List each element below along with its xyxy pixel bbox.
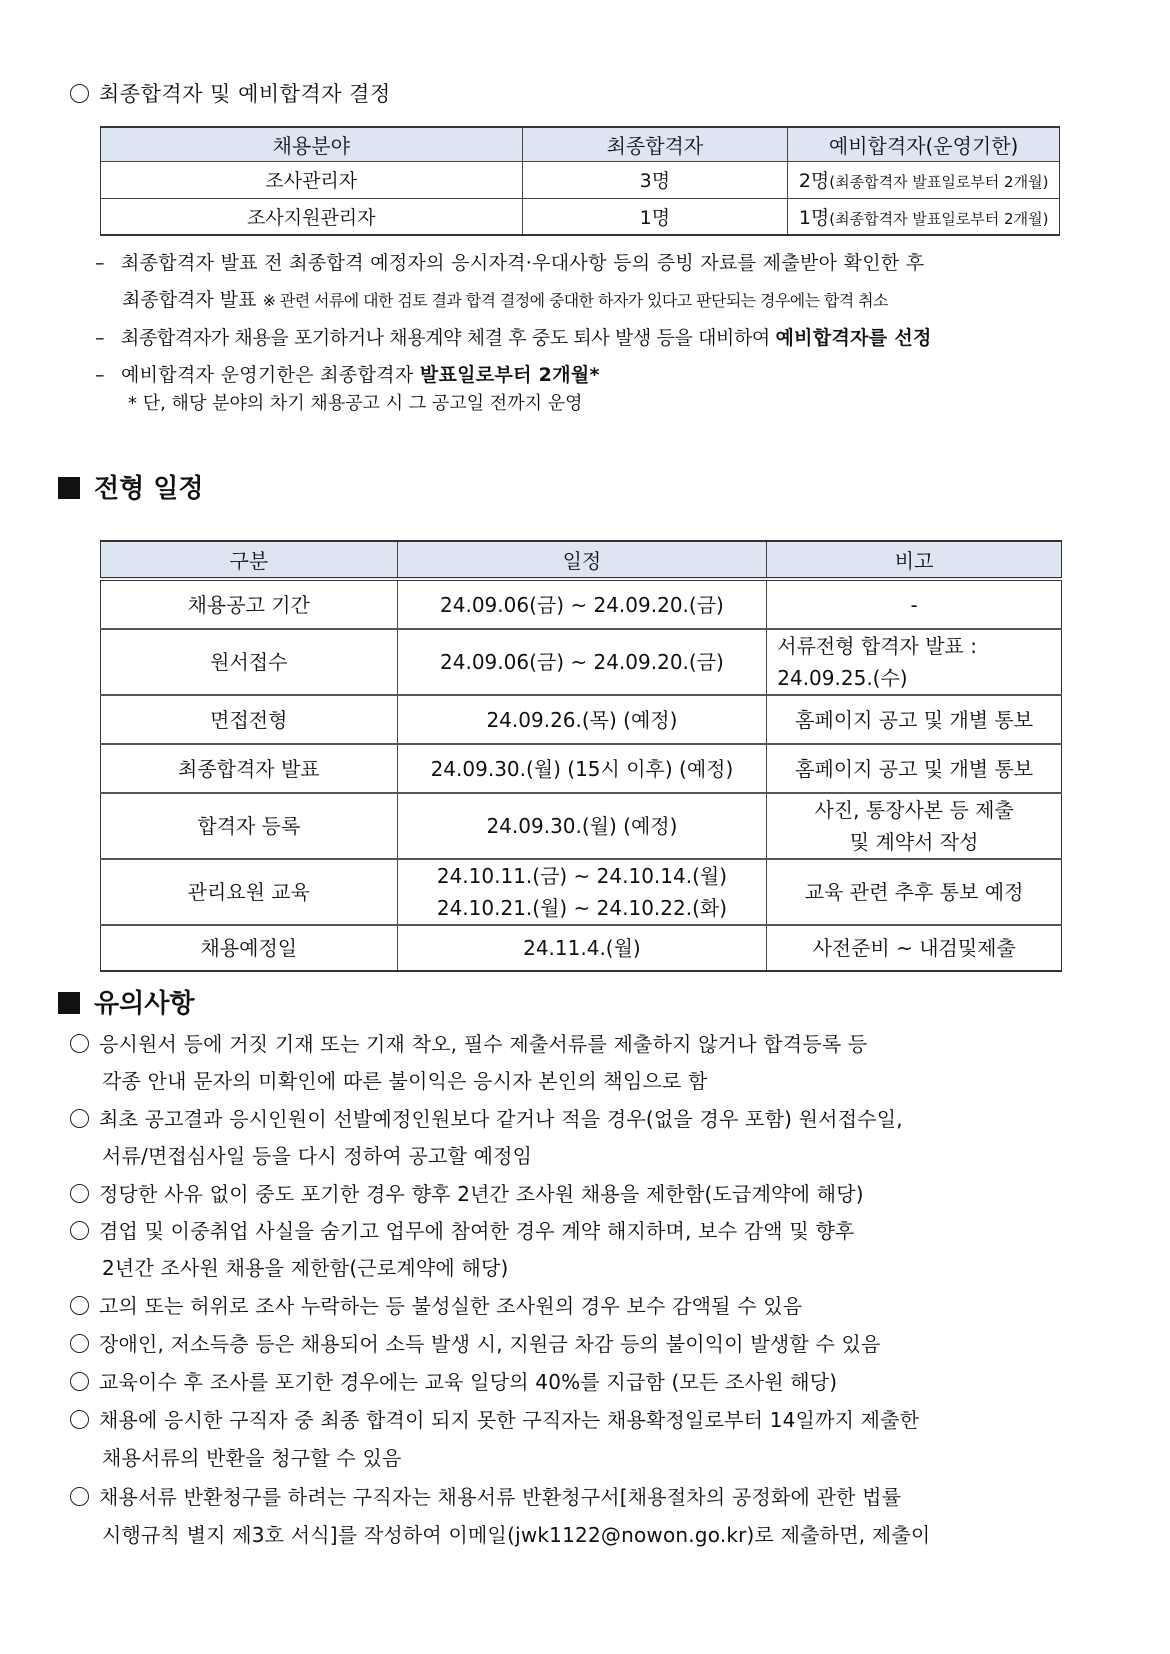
table-row: 조사지원관리자 1명 1명(최종합격자 발표일로부터 2개월) (101, 198, 1060, 235)
bullet-line: 최종합격자 발표 ※ 관련 서류에 대한 검토 결과 합격 결정에 중대한 하자가 있다고 판단되는 경우에는 합격 취소 (122, 289, 888, 311)
circle-bullet-icon (70, 1109, 89, 1128)
table-row: 면접전형 24.09.26.(목) (예정) 홈페이지 공고 및 개별 통보 (101, 695, 1062, 744)
table-header-row: 구분 일정 비고 (101, 541, 1062, 579)
bullet-line: – 최종합격자가 채용을 포기하거나 채용계약 체결 후 중도 퇴사 발생 등을 대비하여 예비합격자를 선정 (95, 327, 932, 349)
list-item: 장애인, 저소득층 등은 채용되어 소득 발생 시, 지원금 차감 등의 불이익이 발생할 수 있음 (70, 1328, 881, 1357)
notes-title: 유의사항 (58, 983, 194, 1020)
list-item: 채용에 응시한 구직자 중 최종 합격이 되지 못한 구직자는 채용확정일로부터 14일까지 제출한 (70, 1404, 919, 1433)
header-field: 채용분야 (101, 127, 523, 161)
circle-bullet-icon (70, 1410, 89, 1429)
list-item: 채용서류 반환청구를 하려는 구직자는 채용서류 반환청구서[채용절차의 공정화에 관한 법률 (70, 1481, 901, 1510)
table-row: 채용공고 기간 24.09.06(금) ~ 24.09.20.(금) - (101, 579, 1062, 629)
table-row: 최종합격자 발표 24.09.30.(월) (15시 이후) (예정) 홈페이지 공고 및 개별 통보 (101, 744, 1062, 793)
circle-bullet-icon (70, 1221, 89, 1240)
table-row: 합격자 등록 24.09.30.(월) (예정) 사진, 통장사본 등 제출 및 계약서 작성 (101, 793, 1062, 859)
schedule-table (100, 540, 1062, 972)
bullet-line: – 예비합격자 운영기한은 최종합격자 발표일로부터 2개월* (95, 364, 600, 386)
bullet-line: – 최종합격자 발표 전 최종합격 예정자의 응시자격·우대사항 등의 증빙 자료를 제출받아 확인한 후 (95, 252, 925, 274)
table-row: 조사관리자 3명 2명(최종합격자 발표일로부터 2개월) (101, 161, 1060, 198)
schedule-title: 전형 일정 (58, 468, 204, 505)
circle-bullet-icon (70, 1334, 89, 1353)
table-row: 관리요원 교육 24.10.11.(금) ~ 24.10.14.(월) 24.10.21.(월) ~ 24.10.22.(화) 교육 관련 추후 통보 예정 (101, 859, 1062, 925)
circle-bullet-icon (70, 1184, 89, 1203)
circle-bullet-icon (70, 1034, 89, 1053)
circle-bullet-icon (70, 1296, 89, 1315)
list-item: 겸업 및 이중취업 사실을 숨기고 업무에 참여한 경우 계약 해지하며, 보수 감액 및 향후 (70, 1215, 854, 1244)
footnote: * 단, 해당 분야의 차기 채용공고 시 그 공고일 전까지 운영 (128, 393, 583, 414)
table-row: 원서접수 24.09.06(금) ~ 24.09.20.(금) 서류전형 합격자 발표 : 24.09.25.(수) (101, 629, 1062, 695)
circle-bullet-icon (70, 1487, 89, 1506)
list-item: 교육이수 후 조사를 포기한 경우에는 교육 일당의 40%를 지급함 (모든 조사원 해당) (70, 1366, 837, 1395)
square-bullet-icon (58, 992, 80, 1014)
table-row: 채용예정일 24.11.4.(월) 사전준비 ~ 내검및제출 (101, 925, 1062, 971)
list-item: 최초 공고결과 응시인원이 선발예정인원보다 같거나 적을 경우(없을 경우 포함) 원서접수일, (70, 1103, 903, 1132)
final-decision-table (100, 126, 1060, 236)
circle-bullet-icon (70, 1372, 89, 1391)
header-final: 최종합격자 (522, 127, 788, 161)
circle-bullet-icon (70, 84, 89, 103)
square-bullet-icon (58, 477, 80, 499)
list-item: 응시원서 등에 거짓 기재 또는 기재 착오, 필수 제출서류를 제출하지 않거나 합격등록 등 (70, 1028, 867, 1057)
list-item: 고의 또는 허위로 조사 누락하는 등 불성실한 조사원의 경우 보수 감액될 수 있음 (70, 1290, 802, 1319)
table-header-row (101, 127, 1060, 161)
final-decision-heading: 최종합격자 및 예비합격자 결정 (70, 78, 391, 108)
list-item: 정당한 사유 없이 중도 포기한 경우 향후 2년간 조사원 채용을 제한함(도급계약에 해당) (70, 1178, 864, 1207)
header-reserve: 예비합격자(운영기한) (788, 127, 1060, 161)
